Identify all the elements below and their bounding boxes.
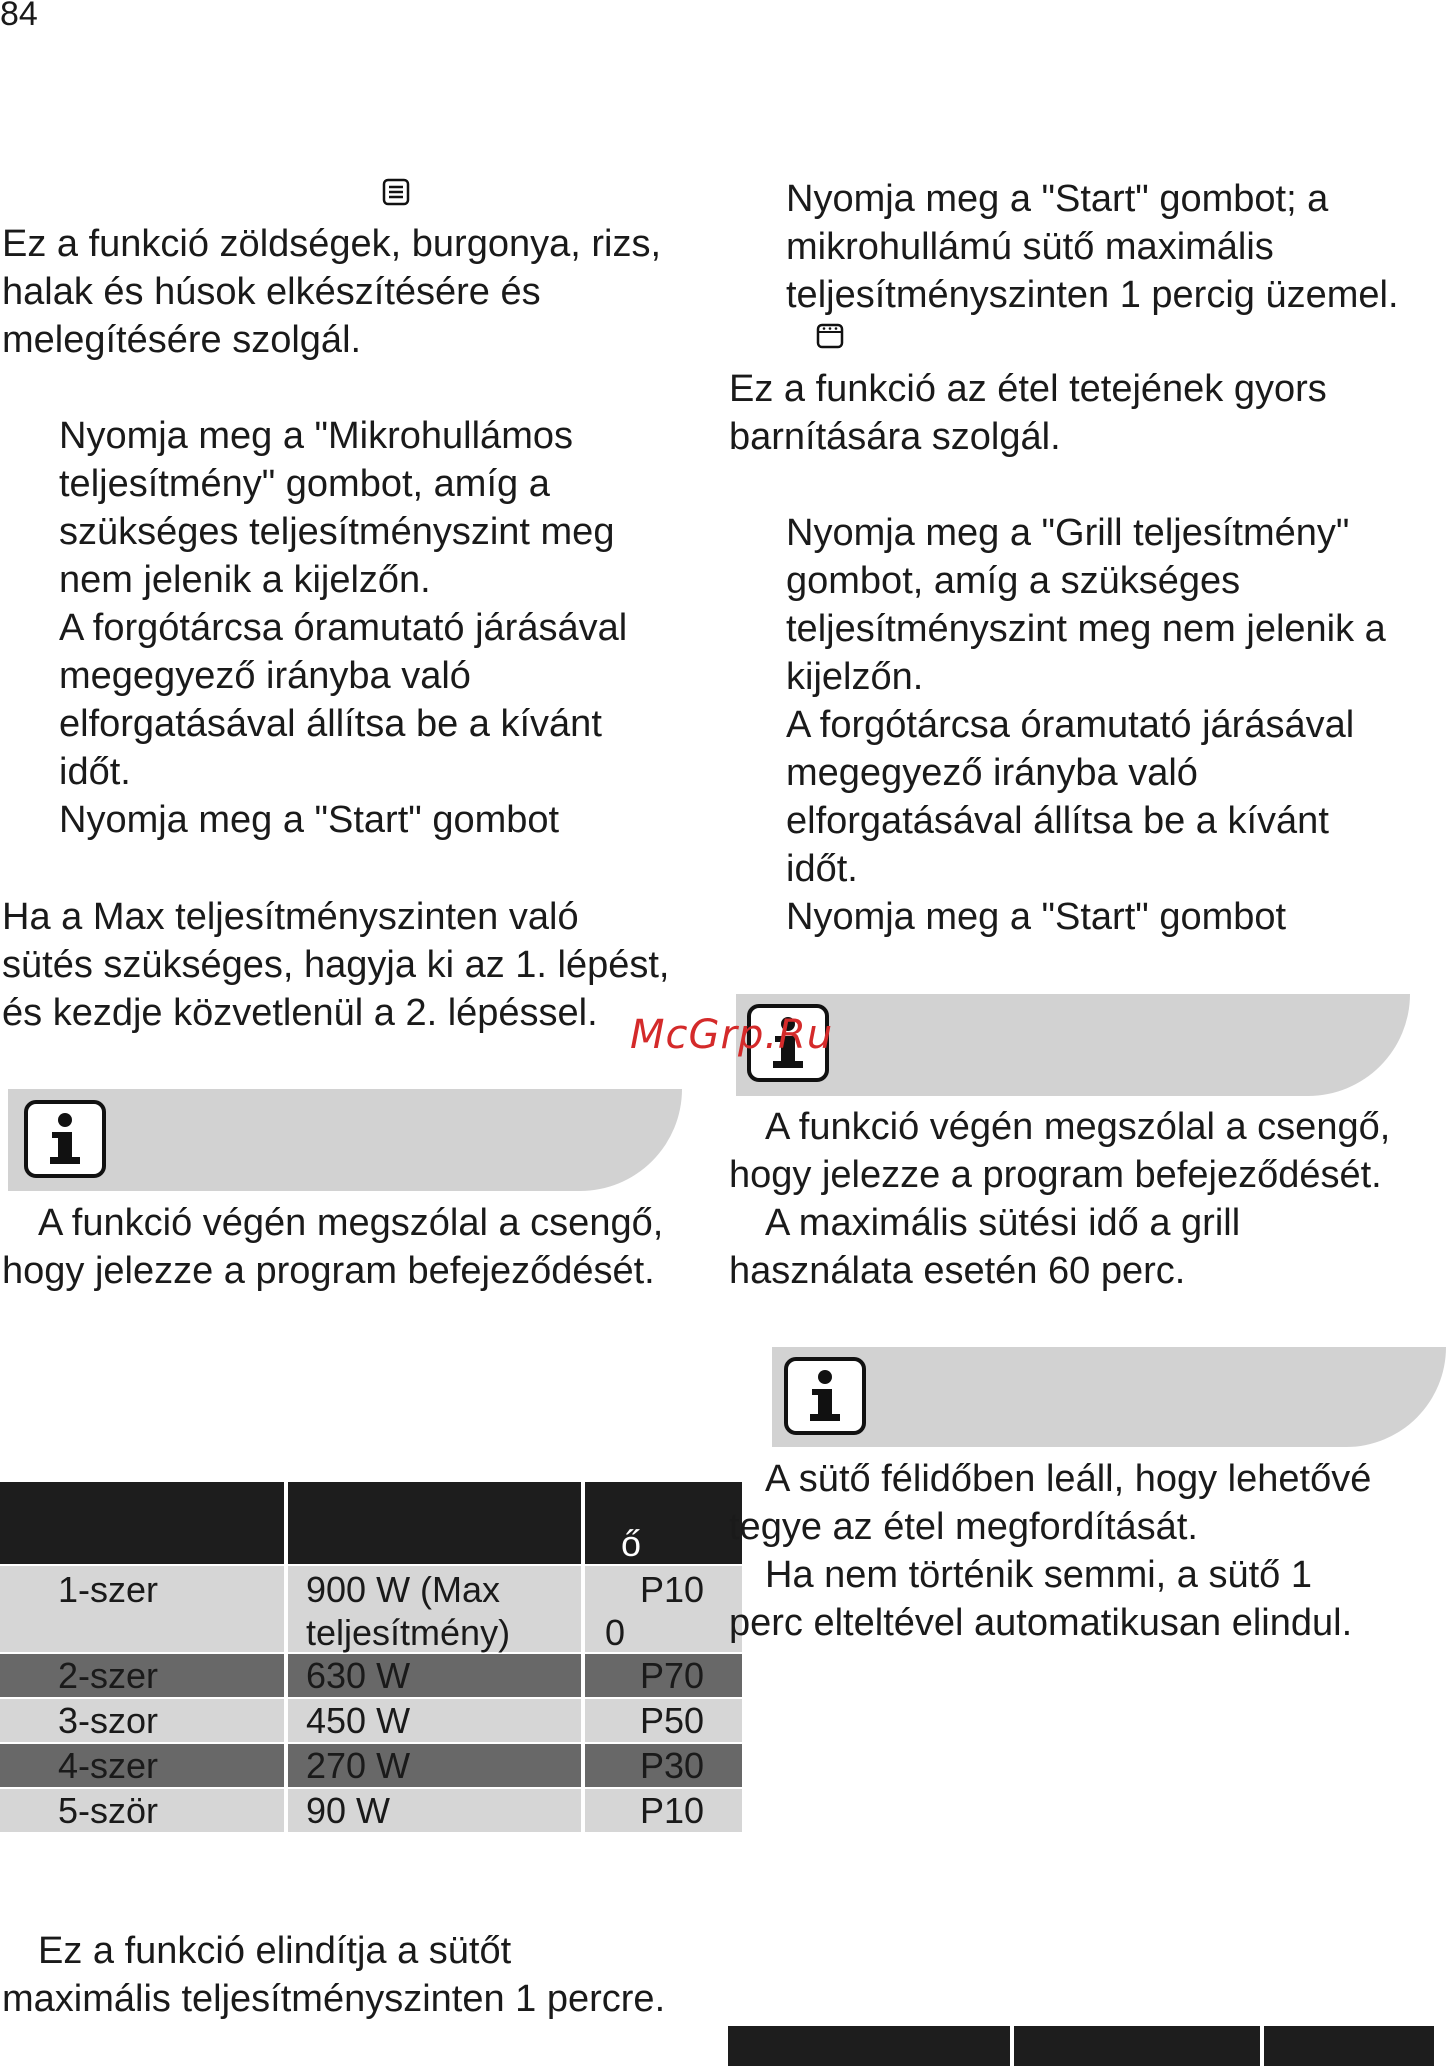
step-line: teljesítmény" gombot, amíg a	[59, 463, 550, 505]
cell-text: 630 W	[306, 1655, 411, 1696]
step-line: Nyomja meg a "Start" gombot	[786, 896, 1287, 938]
step-line: elforgatásával állítsa be a kívánt	[786, 800, 1329, 842]
table-cell	[585, 1566, 742, 1652]
table-row	[0, 1699, 742, 1742]
step-line: kijelzőn.	[786, 656, 924, 698]
cell-text: P30	[640, 1745, 705, 1786]
table-cell	[288, 1566, 581, 1652]
page-number: 84	[0, 0, 38, 33]
step-line: A forgótárcsa óramutató járásával	[59, 607, 628, 649]
cell-text: 3-szor	[58, 1700, 159, 1741]
table-cell	[288, 1699, 581, 1742]
table-cell	[288, 1789, 581, 1832]
table-row	[0, 1654, 742, 1697]
table-cell	[585, 1744, 742, 1787]
step-line: Nyomja meg a "Start" gombot	[59, 799, 560, 841]
text-line: A funkció végén megszólal a csengő,	[38, 1202, 664, 1244]
cell-text: 4-szer	[58, 1745, 159, 1786]
text-line: Nyomja meg a "Start" gombot; a	[786, 178, 1329, 220]
grill-display-icon	[816, 322, 844, 350]
info-box	[736, 994, 1410, 1096]
cell-text: P70	[640, 1655, 705, 1696]
step-line: A forgótárcsa óramutató járásával	[786, 704, 1355, 746]
text-line: Ez a funkció zöldségek, burgonya, rizs,	[2, 223, 662, 265]
cell-text: 0	[605, 1612, 626, 1653]
cell-text: 1-szer	[58, 1569, 159, 1610]
table-cell	[585, 1789, 742, 1832]
cell-text: P50	[640, 1700, 705, 1741]
step-line: Nyomja meg a "Mikrohullámos	[59, 415, 573, 457]
table-header-cell	[0, 1482, 284, 1564]
step-line: megegyező irányba való	[59, 655, 471, 697]
table-header-cell	[585, 1482, 742, 1564]
step-line: gombot, amíg a szükséges	[786, 560, 1241, 602]
cell-text: 2-szer	[58, 1655, 159, 1696]
table-row	[0, 1789, 742, 1832]
text-line: sütés szükséges, hagyja ki az 1. lépést,	[2, 944, 670, 986]
step-line: elforgatásával állítsa be a kívánt	[59, 703, 602, 745]
cell-text: P10	[640, 1569, 705, 1610]
text-line: tegye az étel megfordítását.	[729, 1506, 1198, 1548]
text-line: hogy jelezze a program befejeződését.	[2, 1250, 655, 1292]
table-row	[0, 1744, 742, 1787]
text-line: perc elteltével automatikusan elindul.	[729, 1602, 1353, 1644]
step-line: időt.	[786, 848, 858, 890]
watermark: McGrp.Ru	[630, 1012, 834, 1058]
step-line: szükséges teljesítményszint meg	[59, 511, 615, 553]
cell-text: teljesítmény)	[306, 1612, 511, 1653]
info-box	[8, 1089, 682, 1191]
table-cell	[0, 1566, 284, 1652]
cell-text: 450 W	[306, 1700, 411, 1741]
table-row	[0, 1566, 742, 1652]
table-cell	[288, 1654, 581, 1697]
cell-text: 5-ször	[58, 1790, 159, 1831]
text-line: hogy jelezze a program befejeződését.	[729, 1154, 1382, 1196]
info-box	[772, 1347, 1446, 1447]
text-line: Ez a funkció az étel tetejének gyors	[729, 368, 1327, 410]
cell-text: P10	[640, 1790, 705, 1831]
text-line: barnítására szolgál.	[729, 416, 1061, 458]
step-line: időt.	[59, 751, 131, 793]
table-cell	[585, 1699, 742, 1742]
table-cell	[0, 1699, 284, 1742]
text-line: és kezdje közvetlenül a 2. lépéssel.	[2, 992, 598, 1034]
table-header-cell	[728, 2026, 1010, 2066]
table-header-cell	[1264, 2026, 1434, 2066]
info-icon	[24, 1100, 106, 1178]
header-label: ő	[621, 1523, 642, 1564]
step-line: megegyező irányba való	[786, 752, 1198, 794]
text-line: melegítésére szolgál.	[2, 319, 362, 361]
step-line: teljesítményszint meg nem jelenik a	[786, 608, 1386, 650]
table-cell	[0, 1789, 284, 1832]
info-icon	[784, 1357, 866, 1435]
step-line: Nyomja meg a "Grill teljesítmény"	[786, 512, 1350, 554]
table-cell	[0, 1744, 284, 1787]
text-line: A sütő félidőben leáll, hogy lehetővé	[765, 1458, 1372, 1500]
text-line: maximális teljesítményszinten 1 percre.	[2, 1978, 666, 2020]
cell-text: 90 W	[306, 1790, 391, 1831]
cell-text: 270 W	[306, 1745, 411, 1786]
table-cell	[585, 1654, 742, 1697]
text-line: Ha nem történik semmi, a sütő 1	[765, 1554, 1312, 1596]
text-line: mikrohullámú sütő maximális	[786, 226, 1274, 268]
text-line: Ha a Max teljesítményszinten való	[2, 896, 579, 938]
table-cell	[0, 1654, 284, 1697]
cell-text: 900 W (Max	[306, 1569, 501, 1610]
menu-list-icon	[382, 178, 410, 206]
text-line: A funkció végén megszólal a csengő,	[765, 1106, 1391, 1148]
text-line: Ez a funkció elindítja a sütőt	[38, 1930, 512, 1972]
table-cell	[288, 1744, 581, 1787]
table-header-row	[0, 1482, 742, 1564]
table-header-cell	[288, 1482, 581, 1564]
table-header-cell	[1014, 2026, 1260, 2066]
step-line: nem jelenik a kijelzőn.	[59, 559, 431, 601]
text-line: teljesítményszinten 1 percig üzemel.	[786, 274, 1399, 316]
text-line: halak és húsok elkészítésére és	[2, 271, 541, 313]
text-line: A maximális sütési idő a grill	[765, 1202, 1241, 1244]
text-line: használata esetén 60 perc.	[729, 1250, 1186, 1292]
